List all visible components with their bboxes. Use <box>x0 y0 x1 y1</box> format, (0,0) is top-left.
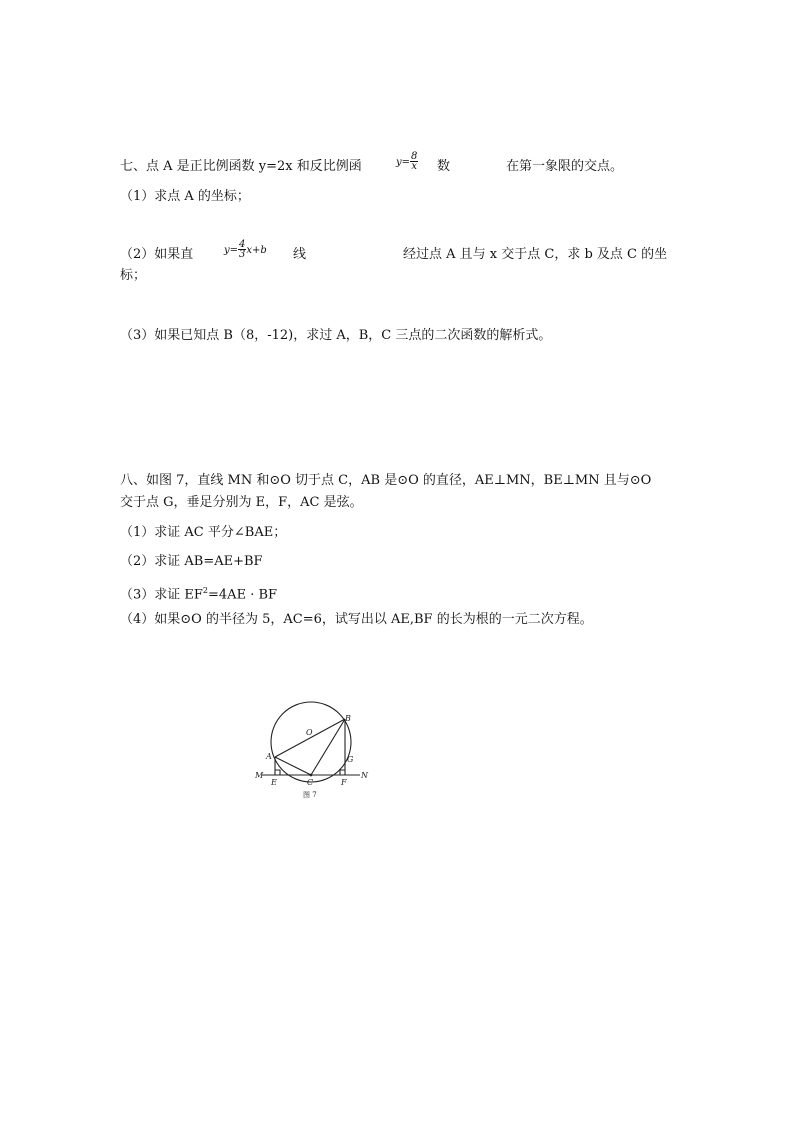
right-angle-f <box>340 770 345 775</box>
label-c: C <box>307 778 314 787</box>
q7-title-part-b: 数 <box>437 159 451 174</box>
point-c <box>310 774 313 777</box>
q8-line-2: 交于点 G，垂足分别为 E，F，AC 是弦。 <box>120 495 363 510</box>
label-b: B <box>345 714 351 723</box>
q8-line-1: 八、如图 7，直线 MN 和⊙O 切于点 C，AB 是⊙O 的直径，AE⊥MN，BE⊥MN 且与⊙O <box>120 473 652 488</box>
q7-title-part-c: 在第一象限的交点。 <box>506 159 624 174</box>
q7-part-1: （1）求点 A 的坐标； <box>120 189 250 204</box>
right-angle-e <box>275 770 280 775</box>
segment-bc <box>311 719 345 775</box>
q7-part-2-c: 经过点 A 且与 x 交于点 C，求 b 及点 C 的坐 <box>403 247 668 262</box>
q8-part-3: （3）求证 $EF^2=4AE$ · BF <box>120 586 278 603</box>
figure-caption: 图 7 <box>303 791 317 799</box>
formula-fraction: $\frac{8}{x}$ <box>411 151 418 172</box>
q7-formula-line: y= $\frac{4}{3}$ x+b <box>224 239 267 260</box>
formula-lhs: y= <box>396 157 411 168</box>
q7-part-2-b: 线 <box>293 247 307 262</box>
label-a: A <box>266 752 272 761</box>
q8-part-2: （2）求证 AB=AE+BF <box>120 554 263 569</box>
q7-part-2-a: （2）如果直 <box>120 247 194 262</box>
q8-part-4: （4）如果⊙O 的半径为 5，AC=6，试写出以 AE,BF 的长为根的一元二次方程。 <box>120 612 593 627</box>
label-e: E <box>271 778 277 787</box>
label-f: F <box>341 778 347 787</box>
label-m: M <box>255 771 264 780</box>
label-g: G <box>347 755 354 764</box>
label-n: N <box>361 771 368 780</box>
q8-part-1: （1）求证 AC 平分∠BAE； <box>120 525 287 540</box>
formula-fraction: $\frac{4}{3}$ <box>239 239 246 260</box>
diameter-ab <box>275 719 345 757</box>
q7-part-2-d: 标； <box>120 268 147 283</box>
q7-title-part-a: 七、点 A 是正比例函数 y=2x 和反比例函 <box>120 159 362 174</box>
q7-part-3: （3）如果已知点 B（8，-12)，求过 A，B，C 三点的二次函数的解析式。 <box>120 328 552 343</box>
circle-o <box>271 702 351 782</box>
label-o: O <box>306 728 313 737</box>
